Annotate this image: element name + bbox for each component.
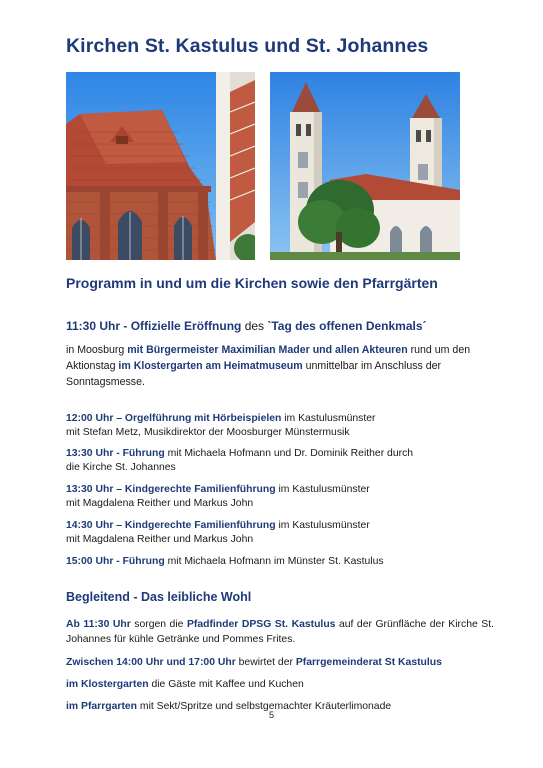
schedule-time-title: 15:00 Uhr - Führung	[66, 556, 165, 567]
opening-desc-bold-2: im Klostergarten am Heimatmuseum	[118, 360, 303, 372]
schedule-item	[66, 412, 506, 440]
opening-desc-text-3: unmittelbar im Anschluss der Sonntagsmesse.	[66, 360, 442, 388]
catering-time: Zwischen 14:00 Uhr und 17:00 Uhr	[66, 657, 236, 668]
catering-text: sorgen die	[130, 619, 187, 630]
opening-event-name: `Tag des offenen Denkmals´	[267, 319, 427, 333]
photo-st-johannes	[270, 72, 460, 260]
schedule-time-title: 12:00 Uhr – Orgelführung mit Hörbeispielen	[66, 413, 282, 424]
schedule-item	[66, 519, 506, 547]
catering-item	[66, 655, 494, 670]
catering-provider: Pfarrgemeinderat St Kastulus	[295, 657, 442, 668]
opening-time: 11:30 Uhr - Offizielle Eröffnung	[66, 319, 242, 333]
program-heading: Programm in und um die Kirchen sowie den Pfarrgärten	[66, 275, 438, 291]
opening-title	[66, 318, 494, 334]
catering-text-2: auf der Grünfläche der Kirche St. Johannes für kühle Getränke und Pommes Frites.	[66, 619, 494, 645]
catering-item	[66, 677, 494, 692]
opening-connector: des	[241, 319, 268, 333]
opening-desc-bold-1: mit Bürgermeister Maximilian Mader und allen Akteuren	[127, 344, 408, 356]
schedule-location: mit Michaela Hofmann im Münster St. Kastulus	[164, 556, 384, 567]
catering-text: die Gäste mit Kaffee und Kuchen	[148, 679, 304, 690]
schedule-detail: mit Stefan Metz, Musikdirektor der Moosburger Münstermusik	[66, 427, 350, 438]
schedule-item	[66, 447, 506, 475]
photo-st-kastulus	[66, 72, 255, 260]
schedule-location: im Kastulusmünster	[281, 413, 376, 424]
schedule-time-title: 13:30 Uhr – Kindgerechte Familienführung	[66, 484, 276, 495]
catering-text: mit Sekt/Spritze und selbstgemachter Kräuterlimonade	[137, 701, 392, 712]
opening-desc-text-1: in Moosburg	[66, 344, 128, 356]
page-title: Kirchen St. Kastulus und St. Johannes	[66, 35, 429, 57]
schedule-location: mit Michaela Hofmann und Dr. Dominik Reither durch	[164, 448, 414, 459]
catering-location: im Pfarrgarten	[66, 701, 138, 712]
catering-location: im Klostergarten	[66, 679, 149, 690]
page-number: 5	[268, 710, 274, 720]
schedule-location: im Kastulusmünster	[275, 484, 370, 495]
catering-heading: Begleitend - Das leibliche Wohl	[66, 590, 252, 604]
schedule-item	[66, 483, 506, 511]
schedule-detail: mit Magdalena Reither und Markus John	[66, 498, 254, 509]
opening-description	[66, 342, 494, 390]
schedule-location: im Kastulusmünster	[275, 520, 370, 531]
opening-desc-text-2: rund um den Aktionstag	[66, 344, 471, 372]
catering-text: bewirtet der	[235, 657, 296, 668]
catering-item	[66, 617, 494, 647]
schedule-time-title: 14:30 Uhr – Kindgerechte Familienführung	[66, 520, 276, 531]
catering-time: Ab 11:30 Uhr	[66, 619, 131, 630]
schedule-detail: die Kirche St. Johannes	[66, 462, 176, 473]
schedule-detail: mit Magdalena Reither und Markus John	[66, 534, 254, 545]
schedule-item	[66, 555, 506, 569]
schedule-time-title: 13:30 Uhr - Führung	[66, 448, 165, 459]
catering-provider: Pfadfinder DPSG St. Kastulus	[186, 619, 336, 630]
